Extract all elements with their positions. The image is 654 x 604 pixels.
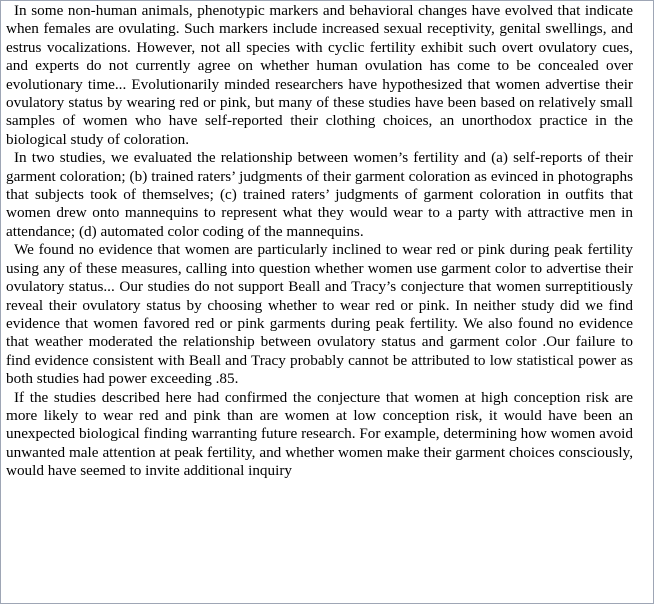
document-text-area[interactable] [1, 1, 637, 603]
paragraph-2: In two studies, we evaluated the relationship between women’s fertility and (a) self-reports of their garment coloration; (b) trained raters’ judgments of their garment coloration as evinced in photographs that subjects took of themselves; (c) trained raters’ judgments of garment coloration in outfits that women drew onto mannequins to represent what they would wear to a party with attractive men in attendance; (d) automated color coding of the mannequins. [6, 149, 633, 240]
vertical-scrollbar[interactable] [636, 1, 653, 603]
paragraph-3: We found no evidence that women are particularly inclined to wear red or pink during peak fertility using any of these measures, calling into question whether women use garment color to advertise their ovulatory status... Our studies do not support Beall and Tracy’s conjecture that women surreptitiously reveal their ovulatory status by choosing whether to wear red or pink. In neither study did we find evidence that women favored red or pink garments during peak fertility. We also found no evidence that weather moderated the relationship between ovulatory status and garment color .Our failure to find evidence consistent with Beall and Tracy probably cannot be attributed to low statistical power as both studies had power exceeding .85. [6, 241, 633, 388]
scroll-track[interactable] [637, 17, 653, 587]
document-body [1, 1, 637, 481]
scroll-down-arrow[interactable] [637, 587, 653, 603]
scroll-up-arrow[interactable] [637, 1, 653, 17]
paragraph-4: If the studies described here had confirmed the conjecture that women at high conception risk are more likely to wear red and pink than are women at low conception risk, it would have been an unexpected biological finding warranting future research. For example, determining how women avoid unwanted male attention at peak fertility, and whether women make their garment choices consciously, would have seemed to invite additional inquiry [6, 388, 633, 480]
paragraph-1: In some non-human animals, phenotypic markers and behavioral changes have evolved that indicate when females are ovulating. Such markers include increased sexual receptivity, genital swellings, and estrus vocalizations. However, not all species with cyclic fertility exhibit such overt ovulatory cues, and experts do not currently agree on whether human ovulation has come to be concealed over evolutionary time... Evolutionarily minded researchers have hypothesized that women advertise their ovulatory status by wearing red or pink, but many of these studies have been based on relatively small samples of women who have self-reported their clothing choices, an unorthodox practice in the biological study of coloration. [6, 2, 633, 148]
